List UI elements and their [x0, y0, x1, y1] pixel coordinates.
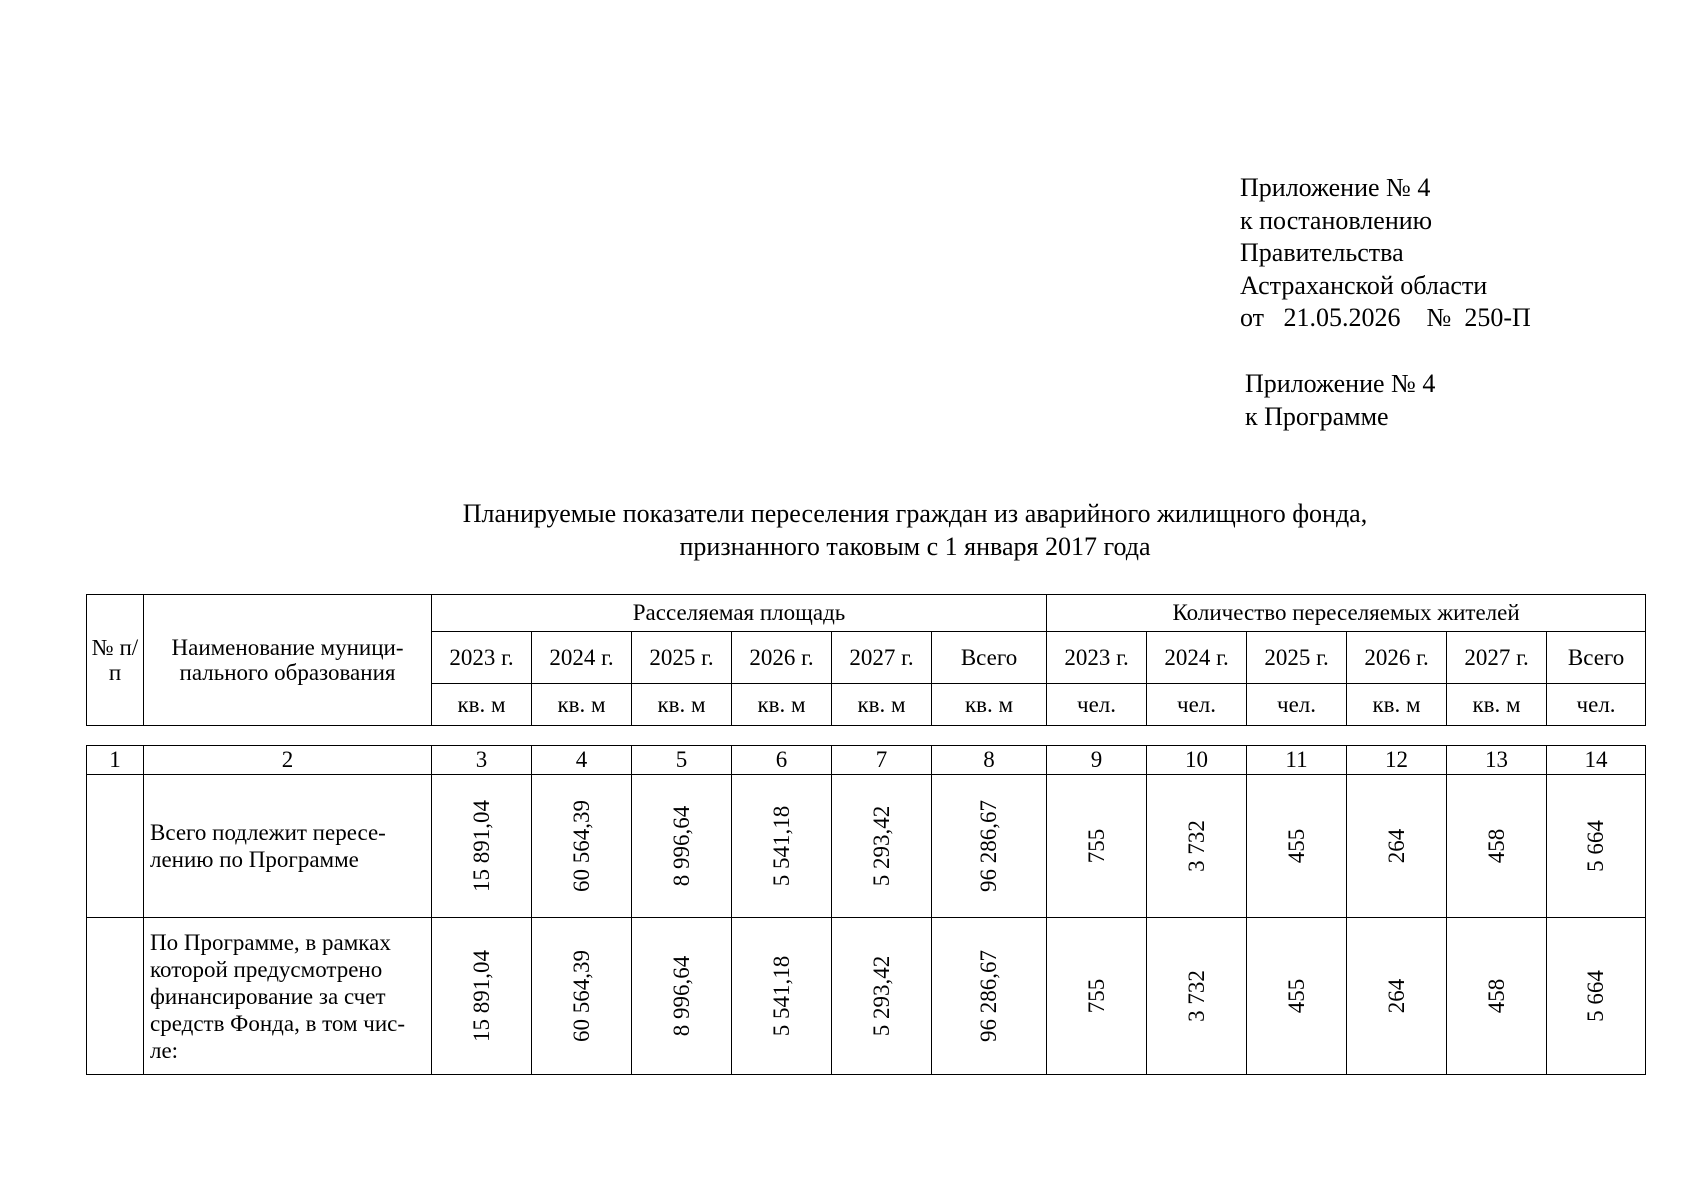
row-value-cell [1047, 918, 1147, 1075]
document-title [0, 498, 1697, 563]
appendix-program-line: Приложение № 4 [1245, 369, 1436, 398]
column-number-cell: 4 [532, 746, 632, 775]
row-value: 5 293,42 [868, 955, 894, 1037]
header-year-cell: 2023 г. [1047, 632, 1147, 684]
row-value-cell [1047, 775, 1147, 918]
row-value-cell [532, 918, 632, 1075]
header-unit-cell: кв. м [1347, 684, 1447, 726]
header-year-cell: 2027 г. [832, 632, 932, 684]
row-value-cell [532, 775, 632, 918]
row-value: 8 996,64 [668, 805, 694, 887]
row-value-cell [1547, 775, 1646, 918]
row-value-cell [432, 775, 532, 918]
row-value-cell [632, 775, 732, 918]
header-unit-cell: кв. м [632, 684, 732, 726]
column-number-cell: 1 [87, 746, 144, 775]
header-year-cell: 2025 г. [632, 632, 732, 684]
appendix-decree-block [1240, 172, 1531, 335]
row-value-cell [1447, 775, 1547, 918]
table-row [87, 775, 1646, 918]
header-year-cell: 2023 г. [432, 632, 532, 684]
row-name-cell: Всего подлежит пересе-лению по Программе [144, 775, 432, 918]
header-year-cell: Всего [1547, 632, 1646, 684]
header-municipality-name: Наименование муници-пального образования [144, 595, 432, 726]
column-number-cell: 11 [1247, 746, 1347, 775]
appendix-decree-line: Астраханской области [1240, 270, 1488, 300]
column-number-cell: 10 [1147, 746, 1247, 775]
column-number-cell: 6 [732, 746, 832, 775]
row-name-cell: По Программе, в рамках которой предусмотрено финансирование за счет средств Фонда, в том чис-ле: [144, 918, 432, 1075]
row-value: 5 293,42 [868, 805, 894, 887]
header-unit-cell: кв. м [1447, 684, 1547, 726]
row-value: 5 664 [1583, 820, 1608, 872]
row-value: 755 [1083, 828, 1109, 864]
header-year-cell: 2026 г. [732, 632, 832, 684]
column-number-cell: 5 [632, 746, 732, 775]
header-year-cell: 2026 г. [1347, 632, 1447, 684]
header-year-cell: 2027 г. [1447, 632, 1547, 684]
row-value: 458 [1483, 978, 1509, 1014]
row-value: 264 [1383, 828, 1409, 864]
row-num-cell [87, 918, 144, 1075]
header-unit-cell: чел. [1147, 684, 1247, 726]
row-value-cell [1347, 918, 1447, 1075]
header-year-cell: 2025 г. [1247, 632, 1347, 684]
column-number-cell: 12 [1347, 746, 1447, 775]
header-unit-cell: чел. [1047, 684, 1147, 726]
row-value: 455 [1283, 828, 1309, 864]
row-value: 458 [1483, 828, 1509, 864]
header-unit-cell: кв. м [532, 684, 632, 726]
row-value: 15 891,04 [468, 800, 494, 892]
document-title-line-2: признанного таковым с 1 января 2017 года [679, 531, 1151, 561]
row-value-cell [432, 918, 532, 1075]
column-number-cell: 13 [1447, 746, 1547, 775]
row-value: 455 [1283, 978, 1309, 1014]
row-value: 15 891,04 [468, 950, 494, 1042]
appendix-decree-line: к постановлению [1240, 205, 1433, 235]
row-value-cell [1247, 775, 1347, 918]
header-unit-cell: кв. м [832, 684, 932, 726]
appendix-program-line: к Программе [1245, 401, 1389, 431]
row-value: 5 541,18 [768, 805, 794, 887]
row-num-cell [87, 775, 144, 918]
header-unit-cell: чел. [1247, 684, 1347, 726]
row-value: 3 732 [1183, 970, 1209, 1022]
header-unit-cell: кв. м [432, 684, 532, 726]
row-value-cell [1447, 918, 1547, 1075]
column-number-cell: 3 [432, 746, 532, 775]
row-value-cell [932, 918, 1047, 1075]
row-value-cell [732, 775, 832, 918]
row-value: 5 541,18 [768, 955, 794, 1037]
row-value: 8 996,64 [668, 955, 694, 1037]
row-value-cell [1247, 918, 1347, 1075]
header-year-cell: Всего [932, 632, 1047, 684]
row-value-cell [732, 918, 832, 1075]
header-year-cell: 2024 г. [532, 632, 632, 684]
header-unit-cell: кв. м [732, 684, 832, 726]
appendix-program-block [1245, 368, 1435, 433]
row-value-cell [932, 775, 1047, 918]
header-num: № п/п [87, 595, 144, 726]
header-year-cell: 2024 г. [1147, 632, 1247, 684]
document-title-line-1: Планируемые показатели переселения граждан из аварийного жилищного фонда, [462, 499, 1368, 528]
table-row [87, 918, 1646, 1075]
column-number-cell: 14 [1547, 746, 1646, 775]
row-value-cell [832, 918, 932, 1075]
header-unit-cell: кв. м [932, 684, 1047, 726]
row-value: 755 [1083, 978, 1109, 1014]
column-number-cell: 8 [932, 746, 1047, 775]
table-header [86, 594, 1646, 726]
appendix-decree-line: Правительства [1240, 238, 1404, 267]
row-value-cell [1147, 775, 1247, 918]
row-value: 60 564,39 [568, 800, 594, 892]
data-table [86, 745, 1646, 1075]
row-value-cell [1547, 918, 1646, 1075]
appendix-decree-line: Приложение № 4 [1240, 173, 1431, 202]
header-group-residents: Количество переселяемых жителей [1047, 595, 1646, 632]
row-value-cell [832, 775, 932, 918]
row-value: 60 564,39 [568, 950, 594, 1042]
row-value: 264 [1383, 978, 1409, 1014]
row-value: 96 286,67 [976, 800, 1001, 892]
row-value: 3 732 [1183, 820, 1209, 872]
header-unit-cell: чел. [1547, 684, 1646, 726]
column-number-cell: 2 [144, 746, 432, 775]
row-value: 5 664 [1583, 970, 1608, 1022]
row-value: 96 286,67 [976, 950, 1001, 1042]
row-value-cell [1347, 775, 1447, 918]
appendix-decree-line: от 21.05.2026 № 250-П [1240, 303, 1531, 332]
header-group-area: Расселяемая площадь [432, 595, 1047, 632]
column-number-cell: 7 [832, 746, 932, 775]
column-number-cell: 9 [1047, 746, 1147, 775]
row-value-cell [632, 918, 732, 1075]
row-value-cell [1147, 918, 1247, 1075]
